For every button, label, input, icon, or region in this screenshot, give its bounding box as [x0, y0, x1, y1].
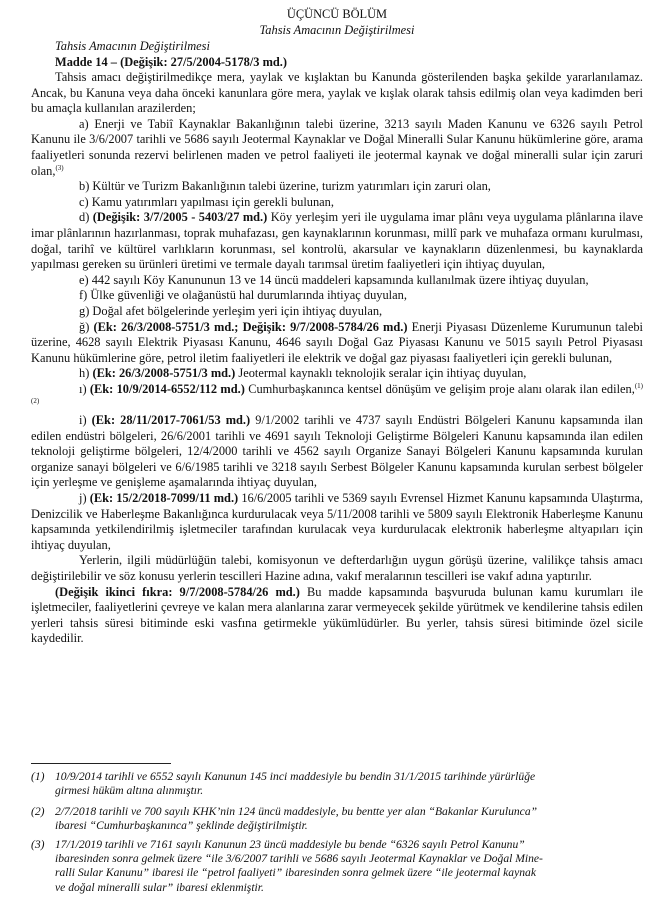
article-number: Madde 14 –	[55, 55, 117, 69]
footnote-1-line: girmesi hüküm altına alınmıştır.	[55, 784, 204, 798]
footnote-3	[31, 838, 643, 895]
second-paragraph-text: Bu madde kapsamında başvuruda bulunan kamu kurumları ile işletmeciler, faaliyetlerini çevreye ve kalan mera alanlarına zarar vermeyecek şekilde yürütmek ve kendilerine tahsis edilen yerleri tahsis süresi bitiminde eski vasfına getirmekle yükümlüdürler. Bu yerler, tahsis süresi bitiminde özel sicile kaydedilir.	[31, 584, 643, 646]
item-d-text: Köy yerleşim yeri ile uygulama imar plânı veya uygulama plânlarına ilave imar plânlarının hazırlanması, toprak muhafazası, gen kaynaklarının korunması, millî park ve muhafaza ormanı kurulması, doğal, tarihî ve kültürel varlıkların korunması, sel kontrolü, akarsular ve kaynakların düzenlenmesi, bu kaynaklarda yapılması gereken su ürünleri üretimi ve termale dayalı tarımsal üretim faaliyetleri için ihtiyaç duyulan,	[31, 210, 644, 272]
paragraph-second	[31, 585, 643, 647]
footnote-1	[31, 770, 643, 798]
item-d	[31, 210, 643, 272]
item-dotless-i-amendment: (Ek: 10/9/2014-6552/112 md.)	[89, 381, 245, 396]
document-page	[31, 4, 643, 647]
item-j-letter: j)	[79, 491, 87, 506]
article-heading	[31, 54, 643, 70]
item-g-breve-amendment: (Ek: 26/3/2008-5751/3 md.; Değişik: 9/7/2008-5784/26 md.)	[93, 319, 408, 334]
item-h	[31, 366, 643, 382]
second-paragraph-amendment: (Değişik ikinci fıkra: 9/7/2008-5784/26 md.)	[55, 584, 300, 599]
item-c: c) Kamu yatırımları yapılması için gerekli bulunan,	[79, 194, 334, 209]
footnote-2-line: 2/7/2018 tarihli ve 700 sayılı KHK’nin 124 üncü maddesiyle, bu bentte yer alan “Bakanlar Kurulunca”	[55, 805, 538, 818]
footnote-3-line: ralli Sular Kanunu” ibaresi ile “petrol faaliyeti” ibaresinden sonra gelmek üzere “ile jeotermal kaynak	[55, 866, 536, 880]
item-a-text: a) Enerji ve Tabiî Kaynaklar Bakanlığının talebi üzerine, 3213 sayılı Maden Kanunu ve 6326 sayılı Petrol Kanunu ile 3/6/2007 tarihli ve 5686 sayılı Jeotermal Kaynaklar ve Doğal Mineralli Sular Kanunu hükümlerine göre, arama faaliyetleri sonunda rezervi belirlenen maden ve petrol faaliyeti ile jeotermal kaynak ve doğal mineralli sular için zaruri olan,	[31, 116, 643, 178]
article-amendment: (Değişik: 27/5/2004-5178/3 md.)	[120, 55, 288, 69]
footnote-3-number: (3)	[31, 838, 45, 851]
item-g-breve	[31, 320, 643, 367]
item-i-text: 9/1/2002 tarihli ve 4737 sayılı Endüstri Bölgeleri Kanunu kapsamında ilan edilen endüstri bölgeleri, 26/6/2001 tarihli ve 4691 sayılı Teknoloji Geliştirme Bölgeleri Kanunu kapsamında ilan edilen teknoloji geliştirme bölgeleri, 12/4/2000 tarihli ve 4562 sayılı Organize Sanayi Bölgeleri Kanunu kapsamında kurulan organize sanayi bölgeleri ve 6/6/1985 tarihli ve 3218 sayılı Serbest Bölgeler Kanunu kapsamında kurulan serbest bölgeler için yerleşme ve genişleme aşamalarında ihtiyaç duyulan,	[31, 413, 643, 490]
footnote-2-number: (2)	[31, 805, 45, 818]
item-g-breve-letter: ğ)	[79, 319, 90, 334]
footnote-ref-1-2: (1)(2)	[31, 381, 643, 406]
item-f: f) Ülke güvenliği ve olağanüstü hal durumlarında ihtiyaç duyulan,	[79, 288, 407, 303]
item-dotless-i-letter: ı)	[79, 381, 87, 396]
footnote-2-line: ibaresi “Cumhurbaşkanınca” şeklinde değiştirilmiştir.	[55, 819, 308, 833]
footnote-divider	[31, 763, 171, 764]
article-italic-title: Tahsis Amacının Değiştirilmesi	[55, 39, 210, 53]
paragraph-intro: Tahsis amacı değiştirilmedikçe mera, yaylak ve kışlaktan bu Kanunda gösterilenden başka şekilde yararlanılamaz. Ancak, bu Kanuna veya daha önceki kanunlara göre mera, yaylak ve kışlak olarak tahsis edilmiş olan veya kadimden beri bu amaçla kullanılan arazilerden;	[31, 70, 643, 116]
footnote-3-line: ibaresinden sonra gelmek üzere “ile 3/6/2007 tarihli ve 5686 sayılı Jeotermal Kaynaklar ve Doğal Mine-	[55, 852, 543, 866]
paragraph-closing: Yerlerin, ilgili müdürlüğün talebi, komisyonun ve defterdarlığın uygun görüşü üzerine, valilikçe tahsis amacı değiştirilebilir ve söz konusu yerlerin tescilleri Hazine adına, vakıf meralarının tescilleri ise vakıf adına yaptırılır.	[31, 553, 643, 583]
item-d-letter: d)	[79, 210, 90, 225]
item-i	[31, 413, 643, 491]
section-heading: ÜÇÜNCÜ BÖLÜM	[286, 7, 388, 21]
item-e: e) 442 sayılı Köy Kanununun 13 ve 14 üncü maddeleri kapsamında kullanılmak üzere ihtiyaç duyulan,	[79, 272, 589, 287]
item-g-breve-text: Enerji Piyasası Düzenleme Kurumunun talebi üzerine, 4628 sayılı Elektrik Piyasası Kanunu, 4646 sayılı Doğal Gaz Piyasası Kanunu ve 5015 sayılı Petrol Piyasası Kanunu hükümlerine göre, petrol iletim faaliyetleri ile elektrik ve doğal gaz piyasası faaliyetleri için gerekli bulunan,	[31, 319, 643, 365]
footnote-3-line: 17/1/2019 tarihli ve 7161 sayılı Kanunun 23 üncü maddesiyle bu bende “6326 sayılı Petrol Kanunu”	[55, 838, 525, 851]
item-h-text: Jeotermal kaynaklı teknolojik seralar için ihtiyaç duyulan,	[238, 366, 527, 381]
item-b: b) Kültür ve Turizm Bakanlığının talebi üzerine, turizm yatırımları için zaruri olan,	[79, 179, 491, 194]
item-i-amendment: (Ek: 28/11/2017-7061/53 md.)	[91, 413, 251, 428]
item-dotless-i	[31, 382, 643, 413]
item-j	[31, 491, 643, 553]
item-h-amendment: (Ek: 26/3/2008-5751/3 md.)	[92, 366, 236, 381]
footnote-ref-3: (3)	[55, 163, 64, 172]
section-subtitle: Tahsis Amacının Değiştirilmesi	[259, 23, 415, 37]
item-i-letter: i)	[79, 413, 87, 428]
item-g: g) Doğal afet bölgelerinde yerleşim yeri için ihtiyaç duyulan,	[79, 303, 383, 318]
footnote-2	[31, 805, 643, 833]
item-h-letter: h)	[79, 366, 90, 381]
footnote-1-number: (1)	[31, 770, 45, 783]
item-j-text: 16/6/2005 tarihli ve 5369 sayılı Evrensel Hizmet Kanunu kapsamında Ulaştırma, Denizcilik ve Haberleşme Bakanlığınca kurdurulacak veya 5/11/2008 tarihli ve 5809 sayılı Elektronik Haberleşme Kanunu kapsamında yetkilendirilmiş işletmeciler tarafından kurulacak veya kurdurulacak elektronik haberleşme altyapıları için ihtiyaç duyulan,	[31, 491, 643, 552]
footnote-1-line: 10/9/2014 tarihli ve 6552 sayılı Kanunun 145 inci maddesiyle bu bendin 31/1/2015 tarihinde yürürlüğe	[55, 770, 536, 783]
item-j-amendment: (Ek: 15/2/2018-7099/11 md.)	[89, 491, 239, 506]
item-dotless-i-text: Cumhurbaşkanınca kentsel dönüşüm ve gelişim proje alanı olarak ilan edilen,	[248, 381, 635, 396]
item-a	[31, 117, 643, 179]
footnote-3-line: ve doğal mineralli sular” ibaresi eklenmiştir.	[55, 880, 264, 894]
item-d-amendment: (Değişik: 3/7/2005 - 5403/27 md.)	[92, 210, 268, 225]
